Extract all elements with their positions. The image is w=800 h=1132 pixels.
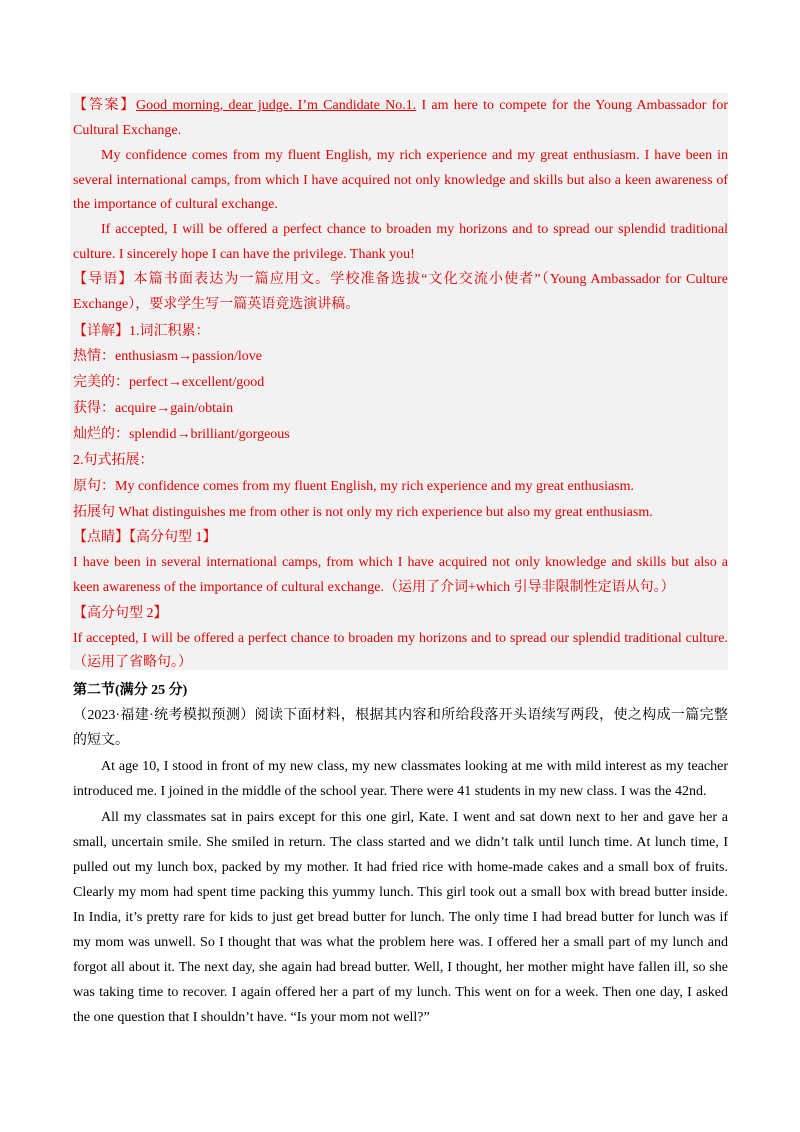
section-title: 第二节(满分 25 分) (73, 683, 188, 698)
story-line: pulled out my lunch box, packed by my mother. It had fried rice with home-made cakes and a small box of fruits. (73, 860, 728, 875)
story-line: small, uncertain smile. She smiled in return. The class started and we didn’t talk until lunch time. At lunch time, I (73, 835, 728, 850)
story-line: the one question that I shouldn’t have. “Is your mom not well?” (73, 1010, 430, 1025)
answer-p2-line-1: My confidence comes from my fluent English, my rich experience and my great enthusiasm. I have been in (101, 148, 728, 163)
answer-p3-line-1: If accepted, I will be offered a perfect chance to broaden my horizons and to spread our splendid traditional (101, 222, 728, 237)
story-line: All my classmates sat in pairs except for this one girl, Kate. I went and sat down next to her and gave her a (101, 810, 728, 825)
vocab-item: 灿烂的：splendid→brilliant/gorgeous (73, 427, 290, 442)
high-score-sentence-1-line-2: keen awareness of the importance of cultural exchange.（运用了介词+which 引导非限制性定语从句。） (73, 580, 675, 595)
answer-line-1: 【答案】Good morning, dear judge. I’m Candidate No.1. I am here to compete for the Young Ambassador for (73, 98, 728, 113)
vocab-item: 热情：enthusiasm→passion/love (73, 349, 262, 364)
story-line: my mom was unwell. So I thought that was what the problem here was. I offered her a small part of my lunch and (73, 935, 728, 950)
vocab-item: 完美的：perfect→excellent/good (73, 375, 265, 390)
high-score-sentence-2-line-1: If accepted, I will be offered a perfect chance to broaden my horizons and to spread our splendid traditional culture. (73, 631, 728, 646)
detail-heading: 【详解】1.词汇积累： (73, 324, 210, 339)
answer-opening: Good morning, dear judge. I’m Candidate No.1. (135, 98, 417, 113)
story-line: At age 10, I stood in front of my new class, my new classmates looking at me with mild interest as my teacher (101, 759, 728, 774)
expanded-sentence: 拓展句 What distinguishes me from other is not only my rich experience but also my great enthusiasm. (73, 505, 653, 520)
vocab-item: 获得：acquire→gain/obtain (73, 401, 234, 416)
answer-label: 【答案】 (73, 98, 136, 113)
comment-heading: 【点睛】【高分句型 1】 (73, 530, 217, 545)
high-score-sentence-1-line-1: I have been in several international camps, from which I have acquired not only knowledge and skills but also a (73, 555, 728, 570)
answer-p2-line-2: several international camps, from which I have acquired not only knowledge and skills but also a keen awareness of (73, 173, 728, 188)
guide-line-1: 【导语】本篇书面表达为一篇应用文。学校准备选拔“文化交流小使者”（Young Ambassador for Culture (73, 272, 728, 287)
sentence-heading: 2.句式拓展： (73, 453, 154, 468)
original-sentence: 原句：My confidence comes from my fluent English, my rich experience and my great enthusiasm. (73, 479, 635, 494)
answer-p3-line-2: culture. I sincerely hope I can have the privilege. Thank you! (73, 247, 415, 262)
story-line: forgot all about it. The next day, she again had bread butter. Well, I thought, her mother might have fallen ill, so she (73, 960, 728, 975)
guide-line-2: Exchange），要求学生写一篇英语竞选演讲稿。 (73, 297, 360, 312)
answer-line-2: Cultural Exchange. (73, 123, 182, 138)
comment-heading-2: 【高分句型 2】 (73, 606, 168, 621)
answer-p2-line-3: the importance of cultural exchange. (73, 197, 278, 212)
high-score-sentence-2-line-2: （运用了省略句。） (73, 655, 192, 670)
story-line: In India, it’s pretty rare for kids to just get bread butter for lunch. The only time I had bread butter for lunch was if (73, 910, 728, 925)
story-line: Clearly my mom had spent time packing this yummy lunch. This girl took out a small box with bread butter inside. (73, 885, 728, 900)
story-line: introduced me. I joined in the middle of the school year. There were 41 students in my new class. I was the 42nd. (73, 784, 707, 799)
section-intro-line-2: 的短文。 (73, 733, 129, 748)
story-line: was taking time to recover. I again offered her a part of my lunch. This went on for a week. Then one day, I asked (73, 985, 728, 1000)
section-intro-line-1: （2023·福建·统考模拟预测）阅读下面材料，根据其内容和所给段落开头语续写两段，使之构成一篇完整 (73, 708, 728, 723)
